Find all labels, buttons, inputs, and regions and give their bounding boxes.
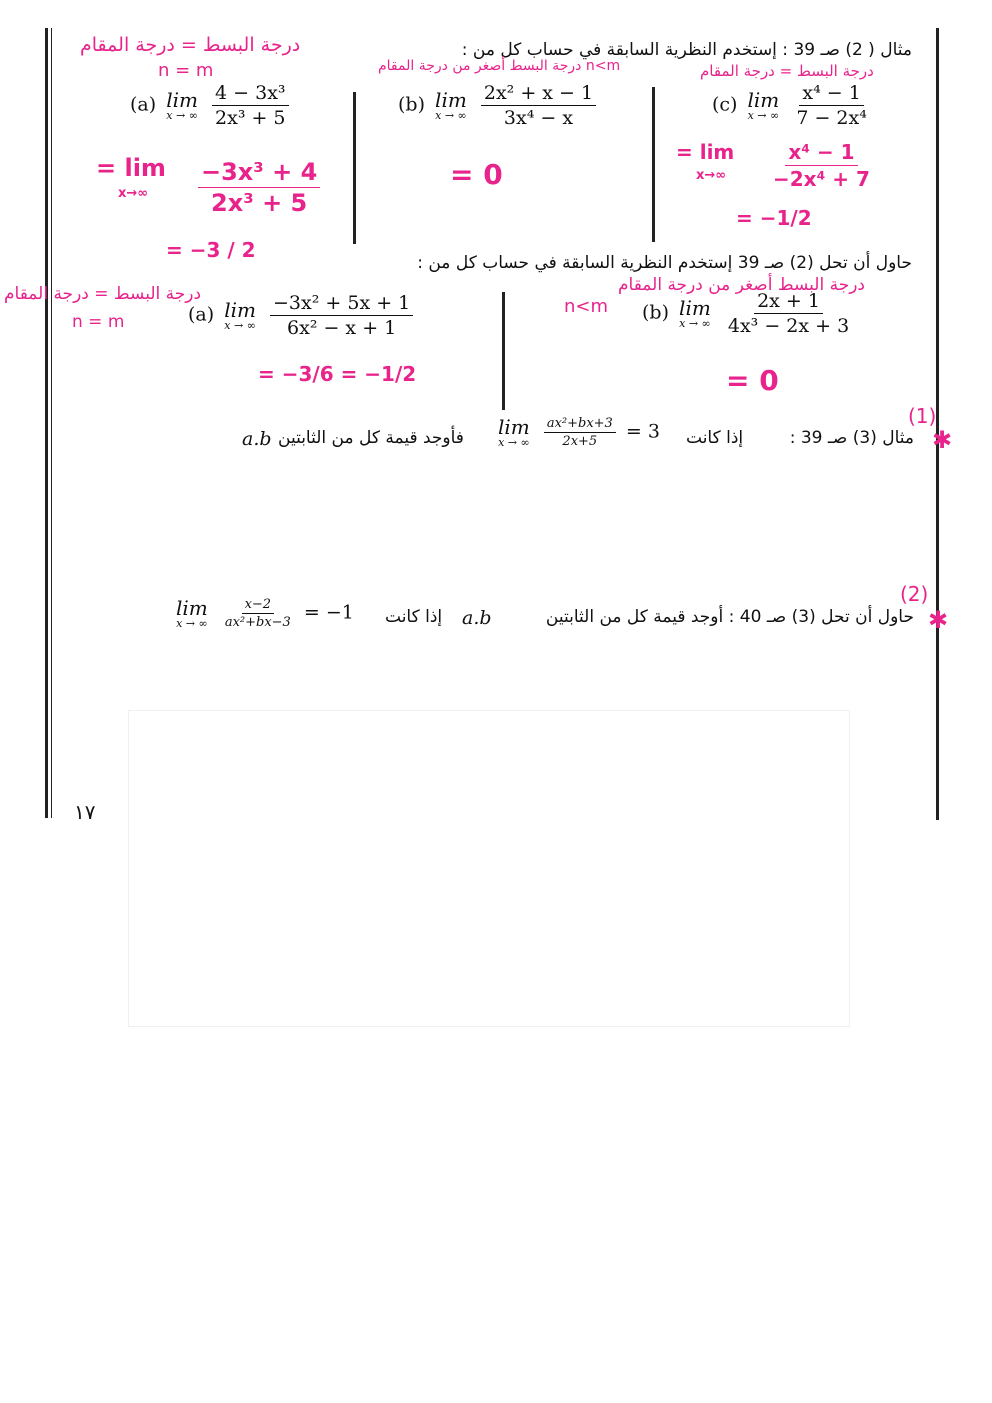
fraction: $\frac{\text{x⁴ − 1}}{\text{7 − 2x⁴}}$ (796, 82, 867, 129)
fraction: $\frac{x-2}{\text{ax²+bx−3}}$ (224, 597, 291, 630)
question-marker: (1) (908, 404, 937, 428)
handwritten-work: = −3 / 2 (166, 238, 256, 262)
limit-operator: lim x → ∞ (498, 414, 530, 449)
handwritten-note: درجة البسط = درجة المقام (700, 62, 874, 80)
try2-header: حاول أن تحل (2) صـ 39 إستخدم النظرية السابقة في حساب كل من : (417, 253, 912, 273)
example2-part-a (130, 82, 293, 129)
part-label: (a) (130, 93, 157, 116)
handwritten-work: $\frac{\text{−3x³ + 4}}{\text{2x³ + 5}}$ (198, 158, 320, 217)
handwritten-note: n<m (564, 296, 609, 317)
part-label: (a) (188, 303, 215, 326)
left-border-rule (45, 28, 48, 818)
part-label: (b) (398, 93, 425, 116)
column-divider (502, 292, 505, 410)
limit-operator: lim x → ∞ (224, 297, 256, 332)
fraction: $\frac{2x + 1}{\text{4x³ − 2x + 3}}$ (727, 290, 850, 337)
limit-operator: lim x → ∞ (176, 595, 208, 630)
limit-operator: lim x → ∞ (435, 87, 467, 122)
example3-equation (494, 416, 660, 449)
example3-condition: إذا كانت (686, 428, 744, 448)
try2-part-b (642, 290, 856, 337)
handwritten-note: n<m درجة البسط أصغر من درجة المقام (378, 58, 621, 74)
handwritten-work: = −3/6 = −1/2 (258, 362, 417, 386)
handwritten-work: $\frac{\text{x⁴ − 1}}{\text{−2x⁴ + 7}}$ (773, 140, 870, 191)
fraction: $\frac{\text{2x² + x − 1}}{\text{3x⁴ − x}}$ (481, 82, 596, 129)
bleed-through-table (128, 710, 850, 1027)
example3-consts: a.b (242, 428, 272, 450)
equals-value: = −1 (303, 601, 354, 624)
fraction: $\frac{\text{ax²+bx+3}}{2x+5}$ (544, 416, 616, 449)
handwritten-note: درجة البسط = درجة المقام (80, 34, 301, 56)
example2-part-b (398, 82, 600, 129)
left-border-rule-inner (51, 28, 52, 818)
limit-operator: lim x → ∞ (747, 87, 780, 122)
page-number: ١٧ (74, 800, 96, 824)
limit-operator: lim x → ∞ (166, 87, 198, 122)
handwritten-note: n = m (72, 312, 125, 332)
equals-value: = 3 (625, 420, 660, 443)
handwritten-note: درجة البسط أصغر من درجة المقام (618, 275, 865, 295)
try3-consts: a.b (462, 607, 492, 629)
handwritten-work: = lim (96, 154, 166, 182)
star-marker: ✱ (932, 426, 953, 454)
column-divider (652, 87, 655, 242)
handwritten-work: x→∞ (696, 168, 727, 183)
handwritten-note: n = m (158, 60, 214, 81)
handwritten-work: = 0 (726, 364, 779, 397)
example3-task: فأوجد قيمة كل من الثابتين (278, 428, 464, 448)
limit-operator: lim x → ∞ (679, 295, 711, 330)
handwritten-work: x→∞ (118, 186, 149, 201)
right-border-rule (936, 28, 939, 820)
try2-part-a (188, 292, 417, 339)
example2-header: مثال ( 2) صـ 39 : إستخدم النظرية السابقة في حساب كل من : (461, 40, 912, 60)
example2-part-c (712, 82, 874, 129)
try3-condition: إذا كانت (385, 607, 443, 627)
part-label: (b) (642, 301, 669, 324)
question-marker: (2) (900, 582, 929, 606)
handwritten-work: = lim (676, 140, 735, 164)
column-divider (353, 92, 356, 244)
try3-equation (172, 597, 354, 630)
example3-header: مثال (3) صـ 39 : (789, 428, 914, 448)
part-label: (c) (712, 93, 738, 116)
handwritten-work: = 0 (450, 158, 503, 191)
fraction: $\frac{\text{4 − 3x³}}{\text{2x³ + 5}}$ (212, 82, 289, 129)
fraction: $\frac{\text{−3x² + 5x + 1}}{\text{6x² − x + 1}}$ (270, 292, 413, 339)
try3-header: حاول أن تحل (3) صـ 40 : أوجد قيمة كل من الثابتين (545, 607, 914, 627)
star-marker: ✱ (928, 606, 949, 634)
handwritten-note: درجة البسط = درجة المقام (4, 284, 202, 304)
handwritten-work: = −1/2 (736, 206, 812, 230)
